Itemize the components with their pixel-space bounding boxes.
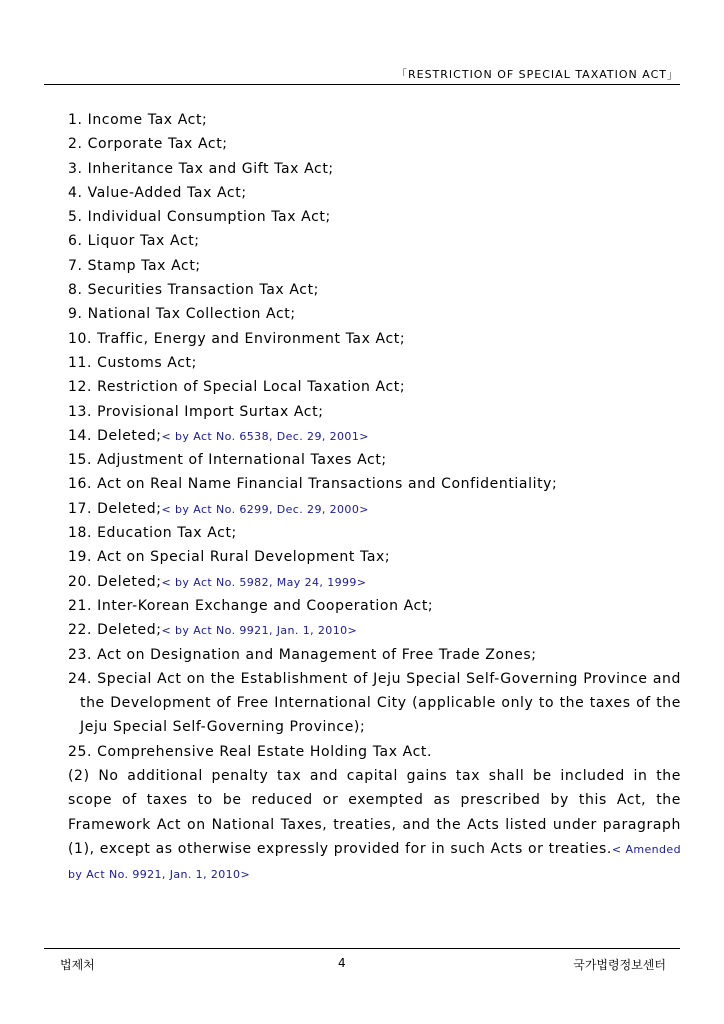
item-text: 4. Value-Added Tax Act; xyxy=(68,184,247,201)
list-item xyxy=(68,205,681,229)
item-text: 16. Act on Real Name Financial Transactions and Confidentiality; xyxy=(68,476,558,493)
item-text: 19. Act on Special Rural Development Tax; xyxy=(68,549,391,566)
paragraph-2 xyxy=(68,764,681,887)
list-item xyxy=(68,497,681,521)
page-number: 4 xyxy=(338,956,346,970)
item-text: 6. Liquor Tax Act; xyxy=(68,233,200,250)
list-item xyxy=(68,424,681,448)
item-text: 9. National Tax Collection Act; xyxy=(68,306,296,323)
list-item xyxy=(68,327,681,351)
item-text: 21. Inter-Korean Exchange and Cooperation Act; xyxy=(68,597,434,614)
item-text: 12. Restriction of Special Local Taxation Act; xyxy=(68,379,406,396)
item-text: 14. Deleted; xyxy=(68,427,162,444)
item-text: 2. Corporate Tax Act; xyxy=(68,136,228,153)
document-body xyxy=(68,108,681,888)
header-divider xyxy=(44,84,680,85)
list-item xyxy=(68,570,681,594)
list-item xyxy=(68,400,681,424)
footer-divider xyxy=(44,948,680,949)
item-text: 8. Securities Transaction Tax Act; xyxy=(68,282,319,299)
list-item xyxy=(68,108,681,132)
amendment-note: < by Act No. 6299, Dec. 29, 2000> xyxy=(161,502,369,516)
item-text: 18. Education Tax Act; xyxy=(68,525,237,542)
amendment-note: < by Act No. 5982, May 24, 1999> xyxy=(161,575,367,589)
amendment-note: < Amended by Act No. 9921, Jan. 1, 2010> xyxy=(68,842,681,882)
paragraph-text: (2) No additional penalty tax and capital gains tax shall be included in the scope of taxes to be reduced or exempted as prescribed by this Act, the Framework Act on National Taxes, treaties, and the Acts listed under paragraph (1), except as otherwise expressly provided for in such Acts or treaties. xyxy=(68,768,681,857)
list-item xyxy=(68,181,681,205)
list-item xyxy=(68,521,681,545)
list-item xyxy=(68,545,681,569)
list-item xyxy=(68,740,681,764)
item-text: 11. Customs Act; xyxy=(68,354,197,371)
list-item xyxy=(68,643,681,667)
list-item xyxy=(68,254,681,278)
item-text: 15. Adjustment of International Taxes Act; xyxy=(68,452,387,469)
list-item xyxy=(68,448,681,472)
item-text: 17. Deleted; xyxy=(68,500,162,517)
item-text: 20. Deleted; xyxy=(68,573,162,590)
item-text: 22. Deleted; xyxy=(68,622,162,639)
item-text: 10. Traffic, Energy and Environment Tax Act; xyxy=(68,330,406,347)
item-text: 25. Comprehensive Real Estate Holding Tax Act. xyxy=(68,743,433,760)
item-text: 5. Individual Consumption Tax Act; xyxy=(68,209,331,226)
item-text: 3. Inheritance Tax and Gift Tax Act; xyxy=(68,160,334,177)
amendment-note: < by Act No. 6538, Dec. 29, 2001> xyxy=(161,429,369,443)
amendment-note: < by Act No. 9921, Jan. 1, 2010> xyxy=(161,624,358,638)
item-text: 1. Income Tax Act; xyxy=(68,112,208,128)
list-item xyxy=(68,278,681,302)
list-item xyxy=(68,302,681,326)
list-item xyxy=(68,594,681,618)
list-item xyxy=(68,157,681,181)
footer-source: 국가법령정보센터 xyxy=(573,958,666,972)
list-item xyxy=(68,667,681,740)
footer-publisher: 법제처 xyxy=(60,958,95,972)
item-text: 7. Stamp Tax Act; xyxy=(68,257,201,274)
item-text: 13. Provisional Import Surtax Act; xyxy=(68,403,324,420)
list-item xyxy=(68,229,681,253)
list-item xyxy=(68,132,681,156)
list-item xyxy=(68,375,681,399)
document-header-title: 「RESTRICTION OF SPECIAL TAXATION ACT」 xyxy=(395,68,679,81)
list-item xyxy=(68,472,681,496)
list-item xyxy=(68,618,681,642)
item-text: 23. Act on Designation and Management of Free Trade Zones; xyxy=(68,646,537,663)
item-text: 24. Special Act on the Establishment of Jeju Special Self-Governing Province and the Development of Free International City (applicable only to the taxes of the Jeju Special Self-Governing Province); xyxy=(68,670,681,736)
list-item xyxy=(68,351,681,375)
